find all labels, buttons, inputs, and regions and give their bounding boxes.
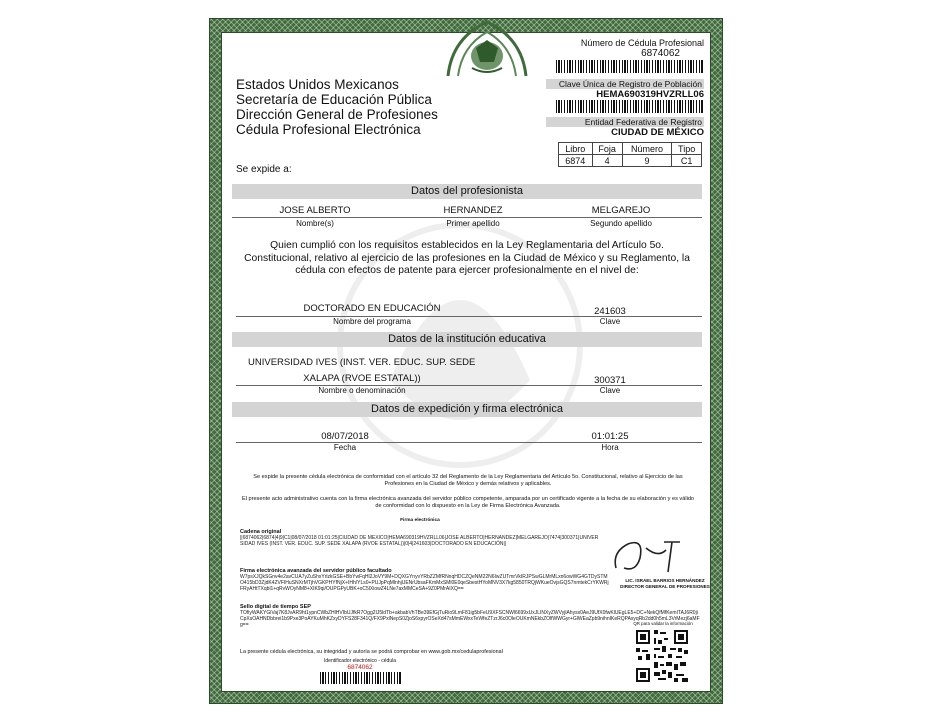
section-expedicion: Datos de expedición y firma electrónica: [232, 402, 702, 417]
firma-avanzada-title: Firma electrónica avanzada del servidor público facultado: [240, 568, 392, 574]
requisitos-text: Quien cumplió con los requisitos establecidos en la Ley Reglamentaria del Artículo 5o. Constitucional, relativo al ejercicio de las profesiones en la Ciudad de México y su Reglamento, la cédula con efectos de patente para ejercer profesionalmente en el nivel de:: [244, 240, 690, 276]
cadena-text: ||6874062|6874|4|9|C1|08/07/2018 01:01:25|CIUDAD DE MEXICO|HEMA690319HVZRLL06|JOSE ALBERTO|HERNANDEZ|MELGAREJO|7474|300371|UNIVERSIDAD IVES (INST. VER. EDUC. SUP. SEDE XALAPA (RVOE ESTATAL))|0|4|241603|DOCTORADO EN EDUCACIÓN||: [240, 535, 599, 547]
se-expide-label: Se expide a:: [236, 164, 292, 175]
institucion-nombre-line2: XALAPA (RVOE ESTATAL)): [303, 373, 421, 384]
curp-label: Clave Única de Registro de Población: [546, 79, 704, 89]
issuer-header: [236, 77, 438, 137]
hora-value: 01:01:25: [591, 431, 629, 442]
primer-apellido-value: HERNANDEZ: [443, 205, 503, 216]
registro-header: Número: [622, 143, 672, 155]
section-institucion: Datos de la institución educativa: [232, 332, 702, 347]
identificador-label: Identificador electrónico - cédula: [324, 658, 396, 664]
segundo-apellido-value: MELGAREJO: [591, 205, 651, 216]
header-line-direccion: Dirección General de Profesiones: [236, 107, 438, 122]
cedula-barcode: [556, 60, 704, 73]
curp-barcode: [556, 100, 704, 113]
numero-cedula-label: Número de Cédula Profesional: [580, 38, 704, 48]
header-line-secretaria: Secretaría de Educación Pública: [236, 92, 432, 107]
programa-clave-value: 241603: [594, 306, 626, 317]
nombre-value: JOSE ALBERTO: [279, 205, 351, 216]
registro-libro: 6874: [559, 155, 593, 167]
sello-text: TOfiyWAKYGiVaj7K8JvAR9ht1ypnCWbZHlHVIbUJfkR7Ogg2IJ5ldTb+akbabVhTBe39EfGjTuRio9LmF81ig5bFeU9XFSCNWl6699xUxJLINXyZWVyjlAhysx0AeJ9UfX0fwKlUEgLE5+DC+NekQfMfKemITAJ6R0jiCpXsOAHNDbbrei1b9Pxe3PoAYKuMhKZxyDYFS28F341Q/FX9PxlNepS0ZjoS6xpyrOSeXd47sMmEWxxTeWfeZTzrJ6c0OleOUKmNEkbZOlfWWGyr+GlWEaZpb9nihnIKeRQPAsyqRb2dd0h5mL3VrMezj6aMFg==: [240, 610, 700, 628]
legal-paragraph-2: El presente acto administrativo cuenta con la firma electrónica avanzada del servidor público competente, amparada por un certificado vigente a la fecha de su elaboración y es válido de conformidad con lo dispuesto en la Ley de Firma Electrónica Avanzada.: [241, 496, 695, 509]
registro-table: [558, 142, 702, 167]
firmante-block: [620, 578, 710, 590]
fecha-value: 08/07/2018: [321, 431, 369, 442]
firmante-nombre: LIC. ISRAEL BARRIOS HERNÁNDEZ: [625, 578, 705, 583]
header-line-cedula: Cédula Profesional Electrónica: [236, 122, 421, 137]
registro-numero: 9: [622, 155, 672, 167]
identificador-number: 6874062: [347, 664, 373, 671]
curp-value: HEMA690319HVZRLL06: [596, 89, 704, 100]
sello-title: Sello digital de tiempo SEP: [240, 604, 311, 610]
section-profesionista: Datos del profesionista: [232, 184, 702, 199]
hora-label: Hora: [601, 443, 619, 452]
comprobar-text: La presente cédula electrónica, su integridad y autoría se podrá comprobar en www.gob.mx/cedulaprofesional: [240, 649, 503, 655]
entidad-value: CIUDAD DE MÉXICO: [611, 127, 704, 138]
registro-tipo: C1: [672, 155, 702, 167]
registro-value-row: [559, 155, 702, 167]
qr-code-icon[interactable]: [634, 628, 690, 684]
institucion-nombre-label: Nombre o denominación: [318, 386, 406, 395]
identificador-barcode: [320, 672, 402, 684]
registro-header: Tipo: [672, 143, 702, 155]
numero-cedula-value: 6874062: [641, 48, 680, 59]
institucion-clave-value: 300371: [594, 375, 626, 386]
registro-header-row: [559, 143, 702, 155]
segundo-apellido-label: Segundo apellido: [590, 219, 652, 228]
nombre-label: Nombre(s): [296, 219, 334, 228]
firma-electronica-label: Firma electrónica: [400, 518, 440, 523]
cadena-title: Cadena original: [240, 529, 282, 535]
mexican-eagle-seal-icon: [442, 18, 532, 80]
registro-header: Libro: [559, 143, 593, 155]
qr-label: QR para validar la información: [633, 621, 693, 626]
programa-value: DOCTORADO EN EDUCACIÓN: [303, 303, 441, 314]
primer-apellido-label: Primer apellido: [446, 219, 500, 228]
registro-header: Foja: [592, 143, 622, 155]
firmante-cargo: DIRECTOR GENERAL DE PROFESIONES: [620, 584, 710, 589]
programa-label: Nombre del programa: [333, 317, 411, 326]
programa-clave-label: Clave: [599, 317, 621, 326]
name-underline: [232, 217, 702, 218]
fecha-label: Fecha: [333, 443, 357, 452]
institucion-nombre-line1: UNIVERSIDAD IVES (INST. VER. EDUC. SUP. SEDE: [248, 357, 476, 368]
institucion-clave-label: Clave: [599, 386, 621, 395]
handwritten-signature-icon: [606, 528, 702, 580]
firma-avanzada-text: W7psXJQkSGnv4e2avCUA7yZuShxYrlzkGSE+BbYwFqHl2JoVY9M+DQXGYnyvYRbZZMfRNnqHDCZQeNM22N6IwZUTmrVkIRJPSwGLMrMLxn6owWG4GTDySTMO415bD3ZjdK4ZVFIHuSNXrMTjhVGKPHYfNjX+IHh/YLs0+PUJpPqMlnhjUENrUbsaFKmMxSMl0E0qeSbestHYoMNV3X7kg5850TRQjWKueOvjsGQS7nmtekCrYKWRjFRyAHtTXqbl1+qRvWOyNM8+XIK9qi/OUPGPyUBK+oC5lXiowZ4LNe7axMMCeSA+9Z0PMrAIXQ==: [240, 574, 609, 592]
legal-paragraph-1: Se expide la presente cédula electrónica de conformidad con el artículo 32 del Reglamento de la Ley Reglamentaria del Artículo 5o. Constitucional, relativo al Ejercicio de las Profesiones en la Ciudad de México y demás relativos y aplicables.: [253, 474, 683, 487]
entidad-label: Entidad Federativa de Registro: [546, 117, 704, 127]
header-line-country: Estados Unidos Mexicanos: [236, 77, 399, 92]
registro-foja: 4: [592, 155, 622, 167]
